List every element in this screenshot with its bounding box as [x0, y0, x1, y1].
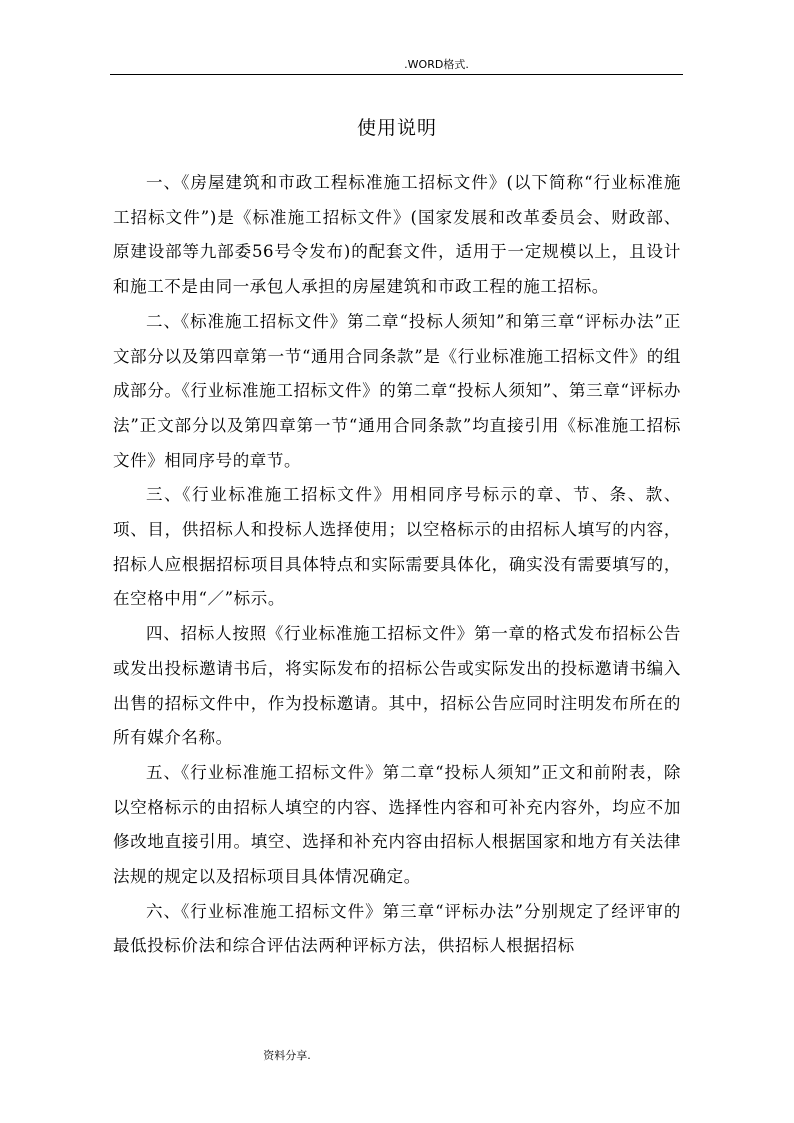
- document-body: [113, 166, 681, 964]
- page-header: [110, 56, 683, 75]
- page-title: 使用说明: [356, 117, 437, 139]
- paragraph-2: 二、《标准施工招标文件》第二章“投标人须知”和第三章“评标办法”正文部分以及第四章第一节“通用合同条款”是《行业标准施工招标文件》的组成部分。《行业标准施工招标文件》的第二章“投标人须知”、第三章“评标办法”正文部分以及第四章第一节“通用合同条款”均直接引用《标准施工招标文件》相同序号的章节。: [113, 311, 681, 470]
- paragraph-6: 六、《行业标准施工招标文件》第三章“评标办法”分别规定了经评审的最低投标价法和综合评估法两种评标方法，供招标人根据招标: [113, 901, 681, 956]
- footer-text: 资料分享.: [263, 1049, 311, 1062]
- paragraph-5: 五、《行业标准施工招标文件》第二章“投标人须知”正文和前附表，除以空格标示的由招标人填空的内容、选择性内容和可补充内容外，均应不加修改地直接引用。填空、选择和补充内容由招标人根据国家和地方有关法律法规的规定以及招标项目具体情况确定。: [113, 762, 681, 887]
- page-footer: [0, 1047, 794, 1063]
- paragraph-4: 四、招标人按照《行业标准施工招标文件》第一章的格式发布招标公告或发出投标邀请书后，将实际发布的招标公告或实际发出的投标邀请书编入出售的招标文件中，作为投标邀请。其中，招标公告应同时注明发布所在的所有媒介名称。: [113, 624, 681, 748]
- paragraph-1: 一、《房屋建筑和市政工程标准施工招标文件》(以下简称“行业标准施工招标文件”)是《标准施工招标文件》(国家发展和改革委员会、财政部、原建设部等九部委56号令发布)的配套文件，适用于一定规模以上，且设计和施工不是由同一承包人承担的房屋建筑和市政工程的施工招标。: [113, 173, 681, 297]
- paragraph-3: 三、《行业标准施工招标文件》用相同序号标示的章、节、条、款、项、目，供招标人和投标人选择使用；以空格标示的由招标人填写的内容，招标人应根据招标项目具体特点和实际需要具体化，确实没有需要填写的，在空格中用“／”标示。: [113, 485, 681, 609]
- header-text: .WORD格式.: [404, 58, 469, 71]
